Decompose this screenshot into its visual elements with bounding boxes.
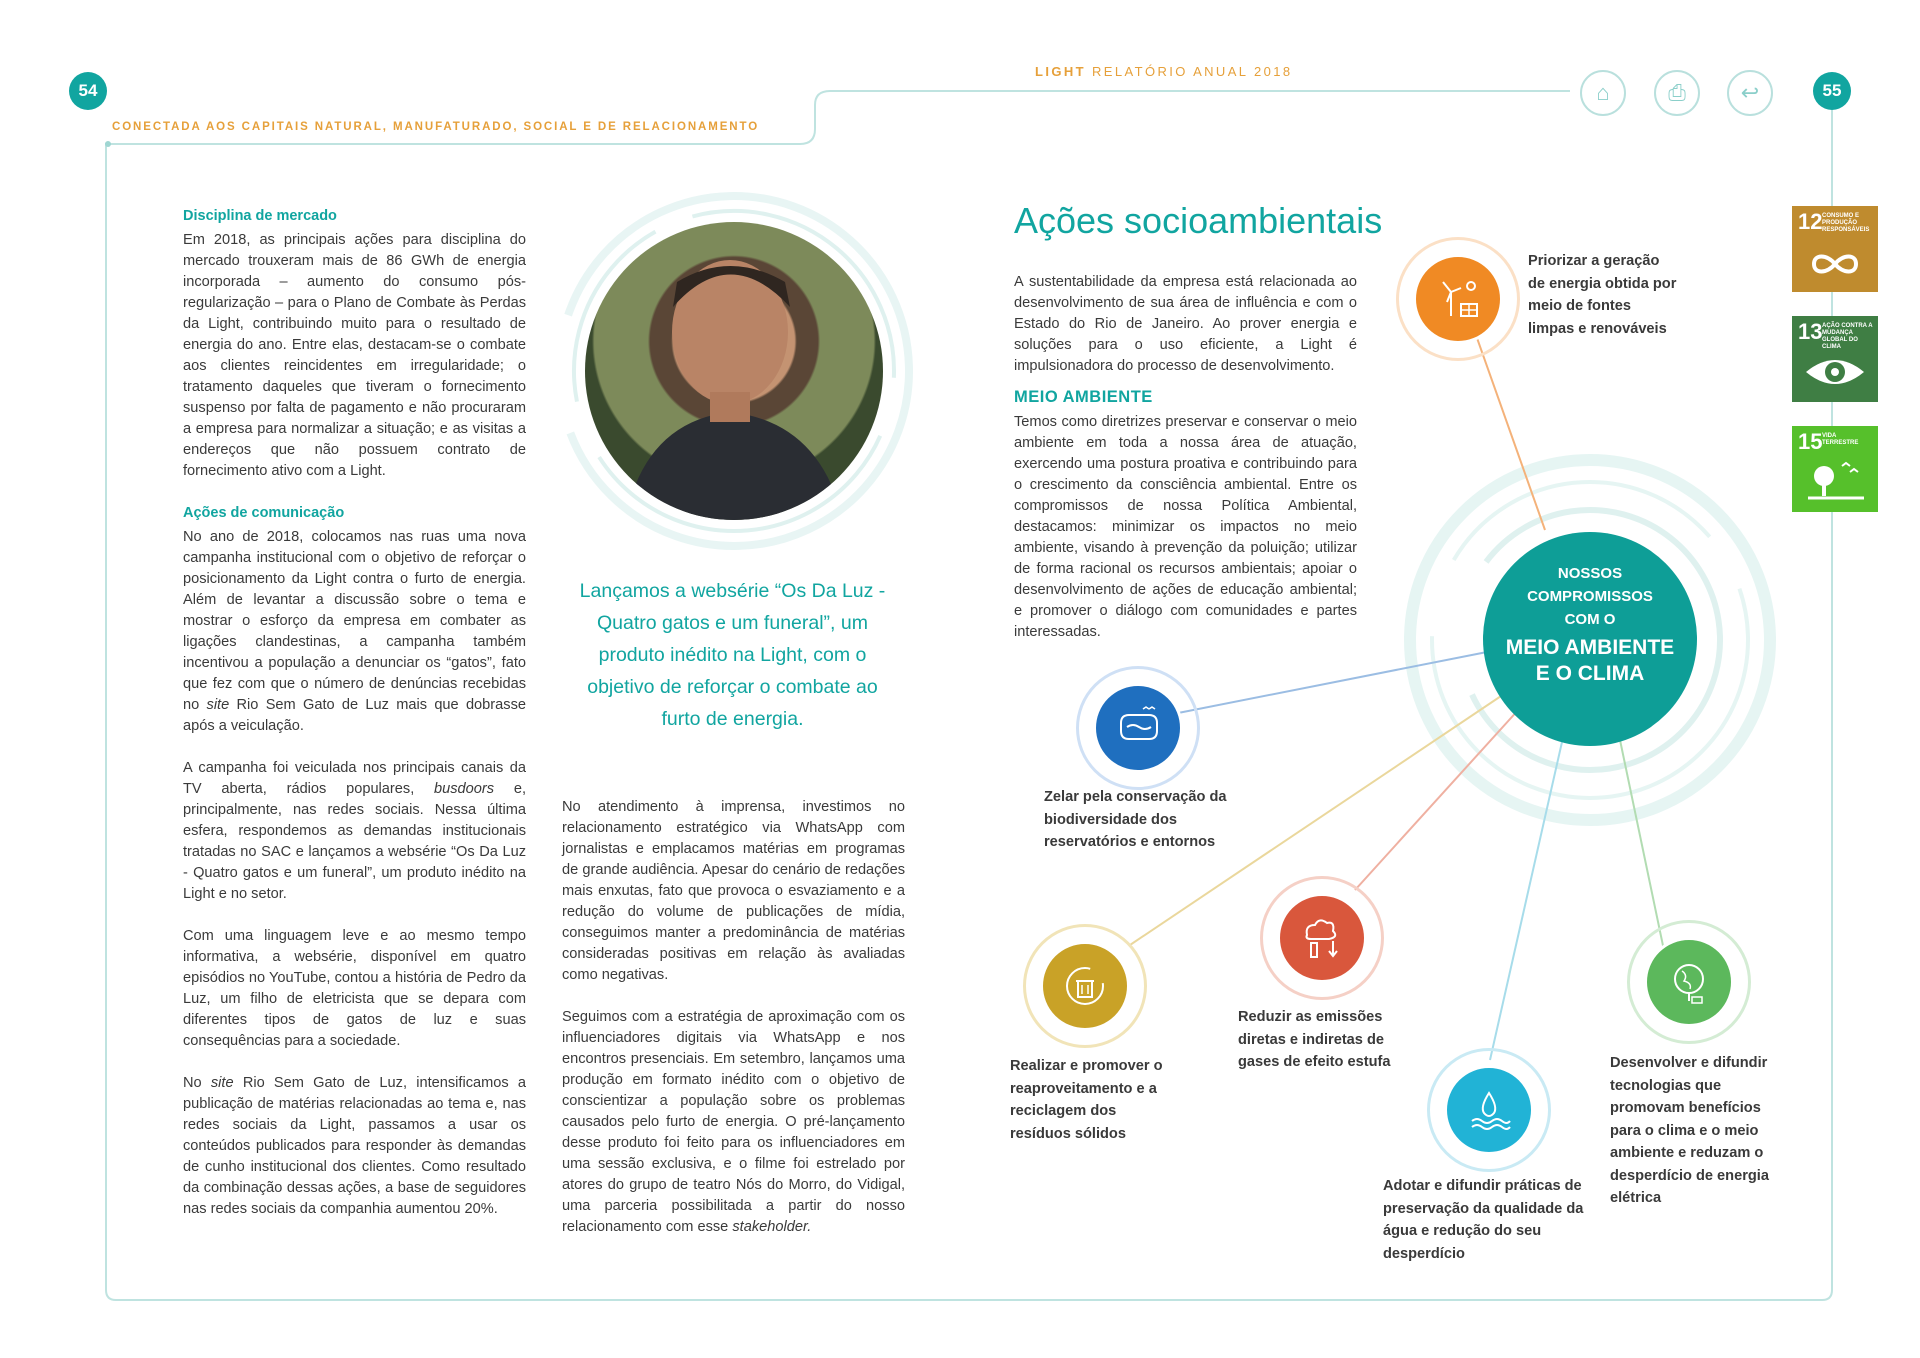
- report-name: RELATÓRIO ANUAL 2018: [1092, 64, 1293, 79]
- back-icon: ↩: [1740, 80, 1760, 105]
- energia-icon-ring: [1396, 237, 1520, 361]
- infinity-icon: [1792, 206, 1878, 292]
- text-run-italic: busdoors: [434, 781, 495, 797]
- section-tag: CONECTADA AOS CAPITAIS NATURAL, MANUFATURADO, SOCIAL E DE RELACIONAMENTO: [112, 121, 760, 133]
- residuos-icon-ring: [1023, 924, 1147, 1048]
- biodiversidade-label: Zelar pela conservação da biodiversidade dos reservatórios e entornos: [1044, 789, 1227, 850]
- text-run: Rio Sem Gato de Luz, intensificamos a publicação de matérias relacionadas ao tema e, nas redes sociais da Light, passamos a usar os conteúdos publicados para responder às demandas de cunho institucional dos clientes. Como resultado da combinação dessas ações, a base de seguidores nas redes sociais da companhia aumentou 20%.: [183, 1075, 526, 1217]
- text-run: No ano de 2018, colocamos nas ruas uma nova campanha institucional com o objetivo de reforçar o posicionamento da Light contra o furto de energia. Além de levantar a discussão sobre o tema e mostrar o esforço da empresa em combater as ligações clandestinas, a campanha também incentivou a população a denunciar os “gatos”, fato que fez com que o número de denúncias recebidas no: [183, 529, 526, 713]
- emissoes-label: Reduzir as emissões diretas e indiretas de gases de efeito estufa: [1238, 1009, 1391, 1070]
- pull-quote: Lançamos a websérie “Os Da Luz - Quatro gatos e um funeral”, um produto inédito na Light, com o objetivo de reforçar o combate ao furto de energia.: [579, 580, 886, 730]
- text-run-italic: site: [206, 697, 230, 713]
- sdg-13-badge: [1792, 316, 1878, 402]
- print-icon: ⎙: [1668, 80, 1686, 105]
- home-icon: ⌂: [1596, 80, 1610, 105]
- text-run-italic: stakeholder.: [732, 1219, 812, 1235]
- wind-solar-icon: [1433, 274, 1483, 324]
- middle-paragraph-1: No atendimento à imprensa, investimos no relacionamento estratégico via WhatsApp com jornalistas e emplacamos matérias em programas de grande audiência. Apesar do cenário de redações mais enxutas, fato que provoca o esvaziamento e a redução do volume de publicações de mídia, conseguimos manter a predominância de matérias consideradas positivas em relação às avaliadas como negativas.: [562, 799, 905, 983]
- sdg-label: CONSUMO E PRODUÇÃO RESPONSÁVEIS: [1822, 213, 1870, 233]
- energia-label: Priorizar a geração de energia obtida por meio de fontes limpas e renováveis: [1528, 253, 1677, 337]
- center-small-text: NOSSOS COMPROMISSOS COM O: [1527, 565, 1653, 628]
- tecnologias-label: Desenvolver e difundir tecnologias que promovam benefícios para o clima e o meio ambiente e reduzam o desperdício de energia elétrica: [1610, 1055, 1769, 1206]
- text-run: No: [183, 1075, 202, 1091]
- sdg-label: VIDA TERRESTRE: [1822, 433, 1859, 446]
- sdg-15-badge: [1792, 426, 1878, 512]
- sdg-number: 12: [1798, 209, 1823, 234]
- tecnologias-icon-ring: [1627, 920, 1751, 1044]
- page-number-right: 55: [1813, 72, 1851, 110]
- emissions-icon: [1297, 913, 1347, 963]
- meio-ambiente-paragraph: Temos como diretrizes preservar e conservar o meio ambiente em toda a nossa área de atuação, exercendo uma postura proativa e contribuindo para o crescimento da consciência ambiental. Entre os compromissos de nossa Política Ambiental, destacamos: minimizar os impactos no meio ambiente, visando à prevenção da poluição; utilizar de forma racional os recursos ambientais; apoiar o desenvolvimento de ações de educação ambiental; e promover o diálogo com comunidades e partes interessadas.: [1014, 414, 1357, 640]
- agua-icon-ring: [1427, 1048, 1551, 1172]
- residuos-label: Realizar e promover o reaproveitamento e a reciclagem dos resíduos sólidos: [1010, 1058, 1163, 1142]
- water-drop-icon: [1464, 1085, 1514, 1135]
- page-number-left: 54: [69, 72, 107, 110]
- text-run: A campanha foi veiculada nos principais canais da TV aberta, rádios populares,: [183, 760, 526, 797]
- comunicacao-paragraph-3: Com uma linguagem leve e ao mesmo tempo informativa, a websérie, disponível em quatro episódios no YouTube, contou a história de Pedro da Luz, um filho de eletricista que se depara com diferentes tipos de gatos de luz e suas consequências para a sociedade.: [183, 928, 526, 1049]
- center-big-text: MEIO AMBIENTE E O CLIMA: [1505, 636, 1675, 685]
- sdg-label: AÇÃO CONTRA A MUDANÇA GLOBAL DO CLIMA: [1822, 323, 1873, 350]
- emissoes-icon-ring: [1260, 876, 1384, 1000]
- intro-paragraph: A sustentabilidade da empresa está relacionada ao desenvolvimento de sua área de influência e com o Estado do Rio de Janeiro. Ao prover energia e soluções para o uso eficiente, a Light é impulsionadora do processo de desenvolvimento.: [1014, 274, 1357, 374]
- disciplina-paragraph: Em 2018, as principais ações para disciplina do mercado trouxeram mais de 86 GWh de energia incorporada – aumento do consumo pós-regularização – para o Plano de Combate às Perdas da Light, contribuindo muito para o resultado de energia do ano. Entre elas, destacam-se o combate aos clientes reincidentes em irregularidade; o tratamento daqueles que tiveram o fornecimento suspenso por falta de pagamento e não procuraram a empresa para normalizar a situação; e as visitas a endereços que não possuem contrato de fornecimento ativo com a Light.: [183, 232, 526, 479]
- meio-ambiente-heading: MEIO AMBIENTE: [1014, 388, 1153, 406]
- eye-earth-icon: [1792, 316, 1878, 402]
- tree-birds-icon: [1792, 426, 1878, 512]
- sdg-number: 15: [1798, 429, 1823, 454]
- text-run: Seguimos com a estratégia de aproximação com os influenciadores digitais via WhatsApp e nos encontros presenciais. Em setembro, lançamos uma produção em formato inédito com o objetivo de conscientizar a população sobre os problemas causados pelo furto de energia. O pré-lançamento desse produto foi feito para os influenciadores em uma sessão exclusiva, e o filme foi estrelado por atores do grupo de teatro Nós do Morro, do Vidigal, uma parceria possibilitada a partir do nosso relacionamento com esse: [562, 1009, 905, 1235]
- sdg-number: 13: [1798, 319, 1823, 344]
- agua-label: Adotar e difundir práticas de preservação da qualidade da água e redução do seu desperdício: [1383, 1178, 1584, 1262]
- globe-plug-icon: [1664, 957, 1714, 1007]
- text-run: Rio Sem Gato de Luz mais que dobrasse após a veiculação.: [183, 697, 526, 734]
- center-commitments-circle: [1483, 532, 1697, 746]
- sdg-12-badge: [1792, 206, 1878, 292]
- recycle-bin-icon: [1060, 961, 1110, 1011]
- text-run: e, principalmente, nas redes sociais. Nessa última esfera, respondemos as demandas institucionais tratadas no SAC e lançamos a websérie “Os Da Luz - Quatro gatos e um funeral”, um produto inédito na Light e no setor.: [183, 781, 526, 902]
- socioambientais-title: Ações socioambientais: [1014, 200, 1383, 241]
- comunicacao-heading: Ações de comunicação: [183, 505, 345, 521]
- reservoir-icon: [1113, 703, 1163, 753]
- brand-name: LIGHT: [1035, 64, 1086, 79]
- text-run-italic: site: [210, 1075, 234, 1091]
- biodiversidade-icon-ring: [1076, 666, 1200, 790]
- disciplina-heading: Disciplina de mercado: [183, 208, 337, 224]
